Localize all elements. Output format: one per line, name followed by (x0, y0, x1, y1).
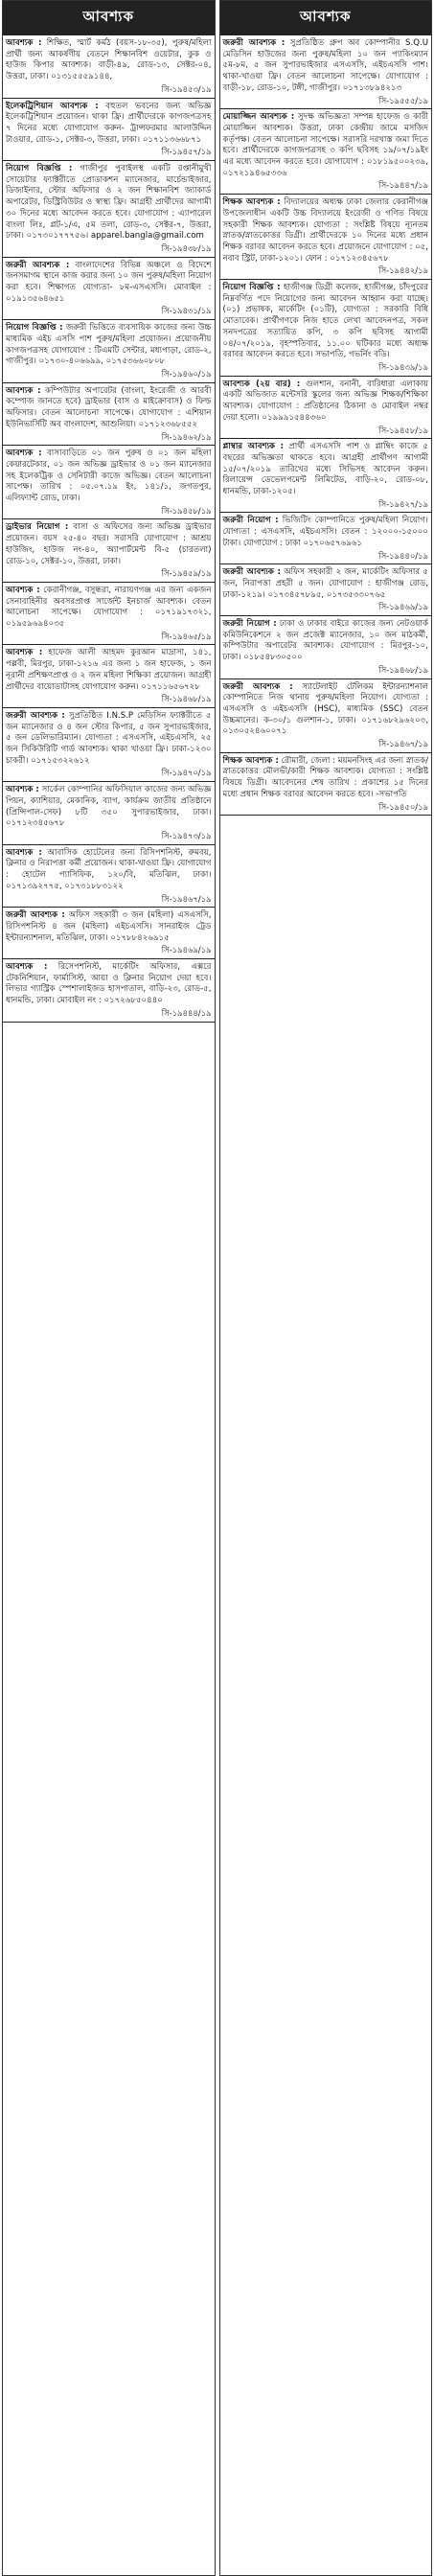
ad-heading: আবশ্যক : (6, 585, 40, 595)
ads-list (3, 35, 215, 1023)
ad-body (6, 448, 212, 505)
ad-text: অফিস সহকারী ২ জন, মার্কেটিং অফিসার ৫ জন, নিরাপত্তা প্রহরী ৫ জন। যোগাযোগ : হাজীগঞ্জ রোড, ঢাকা-১২১৯। ০১৭৩৪৫৭৮৯৫, ০১৭৩৫৩৩০৭৬৫ (222, 567, 428, 600)
ad-text: জরুরী ভিত্তিতে ব্যবসায়িক কাজের জন্য উচ্চ মাধ্যমিক এইচ এসসি পাশ পুরুষ/মহিলা প্রয়োজন। প্রয়োজনীয় কাগজপত্রসহ যোগাযোগ : টিএমটি সেন্টার, মধ্যপাড়া, রোড-২, গাজীপুর। ০১৭৩০-৪০৬৬৯৯, ০১৭৫৩৬৬০৮০৮ (6, 323, 212, 367)
ad-heading: প্লাম্বার আবশ্যক : (222, 442, 285, 452)
ad-reference-code: সি-১৯৪৬৮/১৯ (378, 664, 428, 675)
ad-heading: মোয়াজ্জিন আবশ্যক : (222, 112, 295, 123)
ad-text: গাজীপুর পুবাইলস্থ একটি রপ্তানীমুখী সোয়েটার ফ্যাক্টরীতে প্রোডাকশন ম্যানেজার, মার্চেন্ডাইজার, ডিজাইনার, স্টোর অফিসার ও ২ জন শিক্ষানবিশ জ্যাকার্ড অপারেটর, ডিস্ট্রিবিউটর ও স্বাস্থ্য ফ্রি। আগ্রহী প্রার্থীদের আগামী ৩০ দিনের মধ্যে আবেদন করতে হবে। যোগাযোগ : এ্যাপারেল বাংলা লিঃ, প্লট-১/এ, ৫ম তলা, রোড-৩, সেক্টর-৭, উত্তরা, ঢাকা। ০১৭৩০১৭৭৭৫৬। apparel.bangla@gmail.com (6, 164, 212, 242)
classified-ad (3, 320, 215, 383)
ad-heading: জরুরী আবশ্যক : (222, 38, 286, 48)
ad-reference-code: সি-১৯৪৬৯/১৯ (378, 602, 428, 612)
ad-body (223, 380, 429, 425)
ad-body (6, 386, 212, 431)
ad-heading: জরুরী নিয়োগ : (222, 516, 279, 526)
ad-heading: জরুরী নিয়োগ : (222, 619, 277, 630)
ad-heading: আবশ্যক : (6, 648, 43, 658)
ad-text: কেরানীগঞ্জ, বসুন্ধরা, নারায়ণগঞ্জ এর জন্য একজন সেনাবাহিনীর অবসরপ্রাপ্ত সার্জেন্ট ইনচার্জ আবশ্যক। বেতন আলোচনা সাপেক্ষে। যোগাযোগ : ০১৭১৯১৭৩২১, ০১৯৫৯৬৯৪০৩৫ (6, 585, 212, 630)
ad-text: সুপ্রতিষ্ঠিত I.N.S.P মেডিসিন ফ্যাক্টরীতে ৫ জন ম্যানেজার ও ৪ জন স্টোর কিপার, ৫ জন সুপারভাইজার, ৫ জন ডেলিভারিম্যান। যোগ্যতা : এসএসসি, এইচএসসি, ২৫ জন সিকিউরিটি গার্ড আবশ্যক। থাকা খাওয়া ফ্রি। ঢাকা-১২৩০ চাকরী। ০১৭১৫৩২২৬১২ (6, 710, 212, 766)
ad-heading: জরুরী আবশ্যক : (222, 681, 293, 692)
ad-heading: আবশ্যক (২য় বার) : (222, 379, 301, 389)
ad-reference-code: সি-১৯৪৬০/১৯ (161, 368, 212, 379)
ad-body (223, 112, 429, 179)
ad-reference-code: সি-১৯৪৫০/১৯ (378, 801, 428, 812)
classified-ad (220, 109, 432, 195)
ad-text: বাসা ও অফিসের জন্য অভিজ্ঞ ড্রাইভার প্রয়োজন। বয়স ২৫-৪০ বছর। সরাসরি যোগাযোগ : আশ্রয় হাউজিং, হাউজ নং-৪০, অ্যাপার্টমেন্ট বি-৫ (চারতলা) রোড-১০, সেক্টর-১০, উত্তরা, ঢাকা। (6, 522, 212, 566)
classified-ad (3, 258, 215, 321)
ad-body (223, 516, 429, 549)
ad-text: প্রার্থী এসএসসি পাশ ও প্লাম্বিং কাজে ৫ বছরের অভিজ্ঞতা থাকতে হবে। আগ্রহী প্রার্থীগণ আগামী ১৫/০৭/২০১৯ তারিখের মধ্যে সিভিসহ আবেদন করুন। রিলায়েন্স ডেভেলপমেন্ট লিমিটেড, বাড়ি-২০, রোড-০৮, ধানমন্ডি, ঢাকা-১২০৫। (222, 442, 428, 497)
ad-text: হাফেজ আলী আহমদ কুরআন মাদ্রাসা, ১৪১, পল্লবী, মিরপুর, ঢাকা-১২১৬ এর জন্য ১ জন হাফেজ, ১ জন নূরানী প্রশিক্ষণপ্রাপ্ত ও ২ জন মহিলা শিক্ষিকা প্রয়োজন। আগ্রহী প্রার্থীদের বায়োডাটাসহ যোগাযোগ করুন। ০১৭১১৬৫৬৭২৮ (6, 648, 212, 692)
ad-reference-code: সি-১৯৪২৭/১৯ (378, 498, 428, 509)
ad-heading: আবশ্যক : (6, 38, 42, 48)
ad-text: বহুতল ভবনের জন্য অভিজ্ঞ ইলেকট্রিশিয়ান প্রয়োজন। থাকা ফ্রি। প্রার্থীদেরকে কাগজপত্রসহ ৭ দিনের মধ্যে যোগাযোগ করুন- ট্রান্সফরমার আলাউদ্দিন টাওয়ার, রোড-১, সেক্টর-৩, উত্তরা, ঢাকা। ০১৭১১৩৬৬৮৭১ (6, 101, 212, 145)
ad-text: রৌমারী, জেলা : ময়মনসিংহ এর জন্য স্নাতক/স্নাতকোত্তর মৌলভী/কারী শিক্ষক আবশ্যক। যোগ্যতা : সংশ্লিষ্ট বিষয়ে ডিগ্রী। আবেদনের শেষ তারিখ : প্রকাশের ১৫ দিনের মধ্যে প্রধান শিক্ষক বরাবর আবেদন করতে হবে। -সভাপতি (222, 755, 428, 799)
ad-text: কম্পিউটার অপারেটর (বাংলা, ইংরেজী ও আরবী কম্পোজ জানতে হবে) ড্রাইভার (বাস ও মাইক্রোবাস) ও ফিল্ড অফিসার। বেতন আলোচনা সাপেক্ষে। যোগাযোগ : এশিয়ান ইউনিভার্সিটি অব বাংলাদেশ, আশুলিয়া। ০১৭১২৩৬৮৫৫২ (6, 385, 212, 429)
ad-reference-code: সি-১৯৪৬৮/১৯ (161, 694, 212, 704)
classified-ad (3, 383, 215, 447)
classified-ad (220, 679, 432, 753)
ad-body (6, 910, 212, 944)
ad-reference-code: সি-১৯৪৬৭/১৯ (378, 739, 428, 749)
ad-heading: শিক্ষক আবশ্যক : (222, 755, 279, 766)
classified-ad (220, 280, 432, 377)
ad-reference-code: সি-১৯৪৪৪/১৯ (161, 1007, 212, 1018)
ad-text: আবাসিক হোটেলের জন্য রিসিপশনিস্ট, রুমবয়, ক্লিনার ও নিরাপত্তা কর্মী প্রয়োজন। থাকা-খাওয়া ফ্রি। যোগাযোগ : হোটেল প্যাসিফিক, ১২০/বি, মতিঝিল, ঢাকা। ০১৭১৩৯২৭৭৫, ০১৭৩১৮৮৩১২২ (6, 847, 212, 891)
ad-reference-code: সি-১৯৪৩১/১৯ (161, 306, 212, 316)
ad-heading: নিয়োগ বিজ্ঞপ্তি : (222, 283, 281, 293)
classified-ad (220, 513, 432, 564)
ad-text: হাজীগঞ্জ ডিগ্রী কলেজ, হাজীগঞ্জ, চাঁদপুরের নিম্নবর্ণিত পদে নিয়োগের জন্য আবেদন আহ্বান করা যাচ্ছে। (০১) প্রভাষক, মার্কেটিং (০১টি), যোগ্যতা : সরকারি বিধি মোতাবেক। প্রার্থীগণকে নিজ হাতে লেখা আবেদনপত্র, সকল সনদপত্রের সত্যায়িত কপি, ৩ কপি ছবিসহ আগামী ০৪/০৭/২০১৯, বৃহস্পতিবার, ১১.০০ ঘটিকার মধ্যে অধ্যক্ষ বরাবর আবেদন করতে হবে। সভাপতি, গভর্নিং বডি। (222, 283, 429, 360)
classified-ad (220, 564, 432, 616)
classified-ad (220, 35, 432, 109)
ad-body (6, 522, 212, 567)
classified-ad (3, 959, 215, 1023)
ad-reference-code: সি-১৯৪৬২/১৯ (161, 431, 212, 442)
column-header: আবশ্যক (220, 1, 432, 35)
ad-body (6, 648, 212, 693)
ad-reference-code: সি-১৯৪৫৮/১৯ (161, 505, 212, 516)
classified-column-right (219, 0, 433, 2576)
ad-heading: নিয়োগ বিজ্ঞপ্তি : (6, 323, 63, 334)
ad-text: সুপ্রতিষ্ঠিত গ্রুপ অব কোম্পানীর S.Q.U মেডিসিন হাউজের জন্য পুরুষ/মহিলা ১০ জন প্যাকিংম্যান ৫ম-৮ম, ৫ জন সুপারভাইজার এসএসসি, এইচএসসি পাশ। থাকা-খাওয়া ফ্রি। বেতন আলোচনা সাপেক্ষে। যোগাযোগ : বাড়ী-১৮, রোড-১০, টঙ্গী, গাজীপুর। ০১৭১৩৮৯৪২১৩ (222, 38, 428, 93)
ad-text: বাংলাদেশের বিভিন্ন অঞ্চলে ও বিদেশে জনসমাগম স্থানে কাজ করার জন্য ১০ জন পুরুষ/মহিলা নিয়োগ করা হবে। শিক্ষাগত যোগ্যতা- ৮ম-এসএসসি। মোবাইল : ০১৯১৩৫৬৪৬৫১ (6, 260, 212, 304)
ad-text: স্যাটেলাইট টেলিকম ইন্টারন্যাশনাল কোম্পানিতে নিজ থানায় পুরুষ/মহিলা নিয়োগ। যোগ্যতা : এসএসসি ও এইচএসসি (HSC), মাধ্যমিক (SSC) বেতন উচ্চমানের। ক-৩০/১ গুলশান-১, ঢাকা। ০১৭১৬৮২৯৬২০৩, ০১৩০৫২৪৬০০৭১ (222, 681, 428, 737)
column-header: আবশ্যক (3, 1, 215, 35)
ad-reference-code: সি-১৯৪৫৮/১৯ (378, 425, 428, 435)
ad-heading: ড্রাইভার নিয়োগ : (6, 522, 69, 533)
ads-list (220, 35, 432, 816)
ad-heading: আবশ্যক : (6, 785, 39, 795)
ad-heading: আবশ্যক : (6, 962, 48, 973)
classified-ad (3, 583, 215, 646)
ad-reference-code: সি-১৯৪৪০/১৯ (378, 550, 428, 561)
ad-body (223, 38, 429, 95)
classified-ad (3, 645, 215, 708)
ad-text: রিসেপশনিস্ট, মার্কেটিং অফিসার, এক্সরে টেকনিশিয়ান, ফার্মাসিস্ট, আয়া ও ক্লিনার নিয়োগ দেয়া হবে। লিভার গ্যাস্ট্রিক স্পেশালাইজড হাসপাতাল, বাড়ি-২৩, রোড-৫, ধানমন্ডি, ঢাকা। মোবাইল নং : ০১৭২৬৮৫০৪৪০ (6, 962, 212, 1006)
ad-heading: জরুরী আবশ্যক : (6, 710, 65, 721)
ad-body (223, 283, 429, 361)
classified-ad (3, 99, 215, 162)
ad-body (6, 164, 212, 242)
ad-text: অফিস সহকারী ৩ জন (মহিলা) এসএসসি, রিসিপশনিস্ট ৪ জন (মহিলা) এইচএসসি। সানরাইজ ট্রেড ইন্টারন্যাশনাল, মতিঝিল, ঢাকা। ০১৭৮৮৪২৬৯১৫ (6, 910, 212, 943)
ad-heading: নিয়োগ বিজ্ঞপ্তি : (6, 164, 73, 174)
ad-body (6, 586, 212, 631)
ad-text: বাসাবাড়িতে ০১ জন পুরুষ ও ০১ জন মহিলা কেয়ারটেকার, ০১ জন অভিজ্ঞ ড্রাইভার ও ০১ জন ম্যানেজার সহ ইলেকট্রিক ও সেনিটারী কাজে অভিজ্ঞ। বেতন আলোচনা সাপেক্ষ। তারিখ : ০৫.০৭.১৯ ইং, ১৪১/১, জগতপুর, এলিফ্যান্ট রোড, ঢাকা। (6, 448, 212, 504)
ad-heading: জরুরী আবশ্যক : (6, 910, 65, 921)
ad-text: বিদ্যালয়ের অধ্যক্ষ ঢাকা জেলার কেরানীগঞ্জ উপজেলাধীন একটি উচ্চ বিদ্যালয়ে ইংরেজী ও গণিত বিষয়ে সহকারী শিক্ষক আবশ্যক। যোগ্যতা : সংশ্লিষ্ট বিষয়ে ন্যূনতম স্নাতক/স্নাতকোত্তর ডিগ্রী। প্রার্থীদেরকে ১০ দিনের মধ্যে প্রধান শিক্ষক বরাবর আবেদন করতে হবে। প্রয়োজনে যোগাযোগ : ০৫, নবাব স্ট্রিট, ঢাকা-১২০১। ফোন : ০১৭১২৩৪৫৬৭৮ (222, 197, 428, 264)
ad-reference-code: সি-১৯৪৫৭/১৯ (161, 147, 212, 157)
ad-body (6, 261, 212, 306)
ad-reference-code: সি-১৯৪৩৮/১৯ (161, 242, 212, 253)
ad-body (6, 38, 212, 83)
ad-body (6, 848, 212, 893)
ad-body (6, 962, 212, 1007)
classified-ad (220, 195, 432, 280)
ad-heading: আবশ্যক : (6, 448, 42, 459)
classified-ad (3, 908, 215, 959)
classified-column-left (2, 0, 216, 2576)
ad-heading: আবশ্যক : (6, 847, 42, 858)
ad-body (6, 323, 212, 368)
ad-reference-code: সি-১৯৪৬৫/১৯ (161, 631, 212, 641)
ad-reference-code: সি-১৯৪৫৩/১৯ (161, 83, 212, 94)
ad-reference-code: সি-১৯৪৪২/১৯ (378, 265, 428, 276)
ad-body (223, 442, 429, 498)
classified-ad (3, 708, 215, 782)
classified-ad (220, 377, 432, 440)
ad-heading: শিক্ষক আবশ্যক : (222, 197, 281, 208)
classified-ad (3, 161, 215, 258)
ad-reference-code: সি-১৯৪৪৭/১৯ (378, 180, 428, 191)
classified-ad (3, 845, 215, 908)
ad-reference-code: সি-১৯৪৫৯/১৯ (161, 568, 212, 579)
ad-body (223, 567, 429, 601)
ad-reference-code: সি-১৯৪৭০/১৯ (161, 768, 212, 778)
ad-text: শিক্ষিত, স্মার্ট কর্মঠ (বয়স-১৮-৩৫), পুরুষ/মহিলা প্রার্থী জন্য আকর্ষণীয় বেতনে শিক্ষানবিশ ওয়েটার, কুক ও হাউজ কিপার আবশ্যক। বাড়ী-৪৯, রোড-১৩, সেক্টর-০৪, উত্তরা, ঢাকা। ০১৩১৫৫৫৯১৪৪, (6, 38, 212, 82)
ad-body (223, 197, 429, 264)
ad-text: ভিজিটিং কোম্পানিতে পুরুষ/মহিলা নিয়োগ। যোগ্যতা : এসএসসি, এইচএসসি। বেতন : ১২০০০-১৫০০০ টাকা। যোগাযোগ : ঢাকা ০১৭০৬৫৭৬৯৬১ (222, 516, 429, 548)
ad-body (6, 711, 212, 768)
classified-ad (220, 616, 432, 679)
ad-body (6, 102, 212, 147)
classified-ad (3, 519, 215, 583)
ad-body (223, 619, 429, 664)
classified-ad (220, 753, 432, 816)
ad-heading: জরুরী আবশ্যক : (222, 567, 281, 578)
ad-text: গুলশান, বনানী, বারিধারা এলাকায় একটি অভিজাত মন্টেসরি স্কুলের জন্য অভিজ্ঞ শিক্ষক/শিক্ষিকা আবশ্যক। যোগাযোগ : প্রতিষ্ঠানের ঠিকানা ও মোবাইল নম্বর দেয়া হলো। ০১৯৯৯১৫৪৪৩৬০ (222, 379, 428, 423)
ad-text: ঢাকা ও ঢাকার বাইরে কাজের জন্য নেটওয়ার্ক কমিউনিকেশনে ২ জন প্রজেক্ট ম্যানেজার, ১০ জন মাঠকর্মী, কম্পিউটার অপারেটর আবশ্যক। যোগাযোগ : মিরপুর-১০, ঢাকা। ০১৮৫৪৮৩০৫০০ (222, 619, 428, 663)
classified-ad (3, 446, 215, 519)
ad-reference-code: সি-১৯৪৬৯/১৯ (161, 945, 212, 955)
ad-reference-code: সি-১৯৪৭৩/১৯ (161, 831, 212, 840)
ad-heading: ইলেকট্রিশিয়ান আবশ্যক : (6, 101, 99, 111)
ad-reference-code: সি-১৯৪৬৭/১৯ (161, 893, 212, 904)
ad-text: সার্কেল কোম্পানির অফিসিয়াল কাজের জন্য অভিজ্ঞ পিয়ন, ক্যাশিয়ার, মেকানিক, ব্যাগ, কার্যক্রম জাতীয় প্রতিষ্ঠানে (প্রিন্সিপাল-সেফ) ৮টি ৩৫০ সুপারভাইজার, ঢাকা। ০১৭১২৩৪৫৬৭৮ (6, 785, 212, 829)
ad-text: সুদক্ষ অভিজ্ঞতা সম্পন্ন হাফেজ ও কারী মোয়াজ্জিন আবশ্যক। উত্তরা, ঢাকা কেন্দ্রীয় জামে মসজিদ কর্তৃপক্ষ। বেতন আলোচনা সাপেক্ষে। সরাসরি দরখাস্ত জমা দিতে হবে। প্রার্থীদেরকে কাগজপত্রসহ ৩ কপি ছবিসহ ১৯/০৭/১৯ইং এর মধ্যে আবেদন করতে হবে। যোগাযোগ : ০১৮১৯৫০০২৩৯, ০১৭২১৯৪৬৫৩৩৬ (222, 112, 428, 178)
ad-heading: জরুরী আবশ্যক : (6, 260, 70, 270)
classified-ad (3, 35, 215, 99)
ad-heading: আবশ্যক : (6, 385, 41, 396)
ad-body (6, 785, 212, 830)
ad-reference-code: সি-১৯৪৩৯/১৯ (378, 361, 428, 372)
classified-ad (220, 439, 432, 513)
classified-ad (3, 782, 215, 845)
ad-reference-code: সি-১৯৫৫৫/১৯ (378, 95, 428, 105)
ad-body (223, 682, 429, 739)
ad-body (223, 756, 429, 801)
